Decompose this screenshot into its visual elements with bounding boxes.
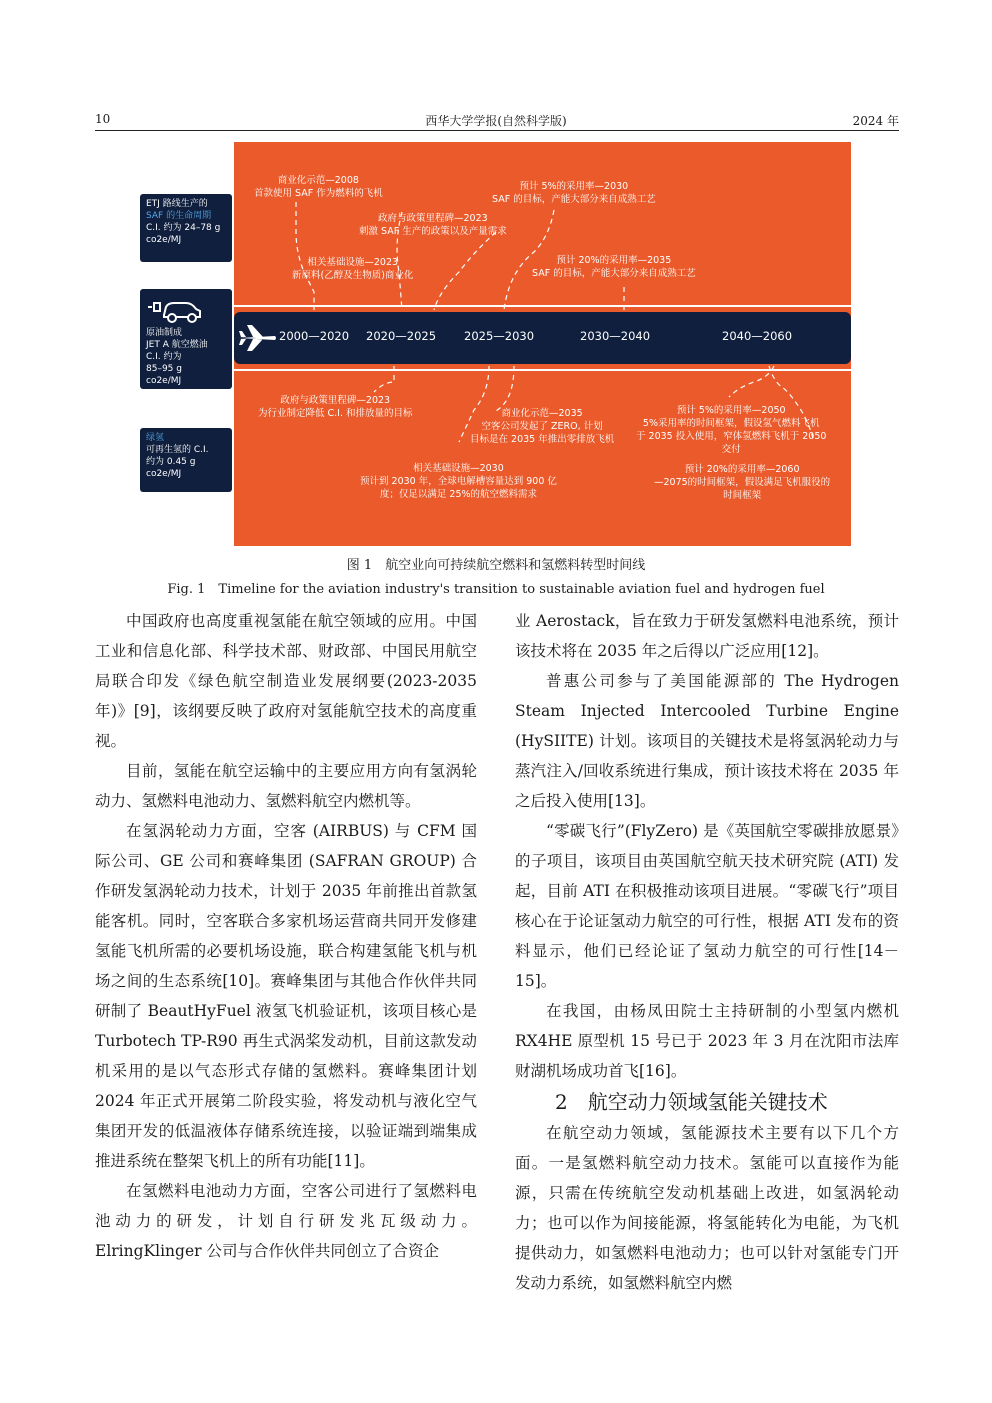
paragraph: 目前，氢能在航空运输中的主要应用方向有氢涡轮动力、氢燃料电池动力、氢燃料航空内燃机等。 (95, 762, 477, 810)
paragraph: 在氢涡轮动力方面，空客 (AIRBUS) 与 CFM 国际公司、GE 公司和赛峰集团 (SAFRAN GROUP) 合作研发氢涡轮动力技术，计划于 2035 年前推出首款氢能客机。同时，空客联合多家机场运营商共同开发修建氢能飞机所需的必要机场设施，联合构建氢能飞机与机场之间的生态系统[10]。赛峰集团与其他合作伙伴共同研制了 BeautHyFuel 液氢飞机验证机，该项目核心是 Turbotech TP-R90 再生式涡桨发动机，目前这款发动机采用的是以气态形式存储的氢燃料。赛峰集团计划 2024 年正式开展第二阶段实验，将发动机与液化空气集团开发的低温液体存储系统连接，以验证端到端集成推进系统在整架飞机上的所有功能[11]。 (95, 822, 477, 1170)
header-year: 2024 年 (852, 114, 899, 128)
etj-info-box: ETJ 路线生产的 SAF 的生命周期 C.I. 约为 24–78 g co2e/MJ (140, 194, 232, 262)
top-note-5: 预计 20%的采用率—2035 SAF 的目标，产能大部分来自成熟工艺 (532, 255, 696, 279)
band-bottom-line (234, 369, 851, 371)
crude-info-box: 原油制成 JET A 航空燃油 C.I. 约为 85–95 g co2e/MJ (140, 289, 232, 389)
period-2000-2020: 2000—2020 (279, 329, 350, 343)
period-2040-2060: 2040—2060 (722, 329, 793, 343)
page-number: 10 (95, 112, 111, 126)
car-icon (146, 295, 204, 325)
right-column (515, 606, 899, 1298)
bottom-note-4: 预计 5%的采用率—2050 5%采用率的时间框架，假设氢气燃料飞机 于 2035 投入使用，窄体氢燃料飞机于 2050 交付 (636, 405, 827, 455)
paragraph: 在航空动力领域，氢能源技术主要有以下几个方面。一是氢燃料航空动力技术。氢能可以直接作为能源，只需在传统航空发动机基础上改进，如氢涡轮动力；也可以作为间接能源，将氢能转化为电能，为飞机提供动力，如氢燃料电池动力；也可以针对氢能专门开发动力系统，如氢燃料航空内燃 (515, 1124, 899, 1292)
bottom-note-1: 政府与政策里程碑—2023 为行业制定降低 C.I. 和排放量的目标 (258, 395, 413, 419)
journal-title: 西华大学学报(自然科学版) (425, 114, 567, 128)
green-info-box: 绿氢 可再生氢的 C.I. 约为 0.45 g co2e/MJ (140, 428, 232, 492)
figure-caption-en: Fig. 1 Timeline for the aviation industry's transition to sustainable aviation fuel and hydrogen fuel (167, 582, 825, 597)
top-note-1: 商业化示范—2008 首款使用 SAF 作为燃料的飞机 (254, 175, 383, 199)
top-note-3: 相关基础设施—2023 新原料(乙醇及生物质)商业化 (292, 257, 414, 281)
period-2025-2030: 2025—2030 (464, 329, 535, 343)
section-heading: 2 航空动力领域氢能关键技术 (555, 1090, 828, 1114)
period-2030-2040: 2030—2040 (580, 329, 651, 343)
figure-caption-cn: 图 1 航空业向可持续航空燃料和氢燃料转型时间线 (346, 558, 646, 573)
header-rule (95, 130, 899, 131)
paragraph: 普惠公司参与了美国能源部的 The Hydrogen Steam Injected Intercooled Turbine Engine (HySIITE) 计划。该项目的关键技术是将氢涡轮动力与蒸汽注入/回收系统进行集成，预计该技术将在 2035 年之后投入使用[13]。 (515, 672, 899, 810)
left-column (95, 606, 477, 1266)
paragraph: “零碳飞行”(FlyZero) 是《英国航空零碳排放愿景》的子项目，该项目由英国航空航天技术研究院 (ATI) 发起，目前 ATI 在积极推动该项目进展。“零碳飞行”项目核心在于论证氢动力航空的可行性，根据 ATI 发布的资料显示，他们已经论证了氢动力航空的可行性[14－15]。 (515, 822, 899, 990)
paragraph: 在氢燃料电池动力方面，空客公司进行了氢燃料电池动力的研发，计划自行研发兆瓦级动力。ElringKlinger 公司与合作伙伴共同创立了合资企 (95, 1182, 477, 1260)
bottom-note-3: 相关基础设施—2030 预计到 2030 年，全球电解槽容量达到 900 亿 度；仅足以满足 25%的航空燃料需求 (360, 463, 557, 500)
timeline-figure (234, 142, 851, 546)
period-2020-2025: 2020—2025 (366, 329, 437, 343)
bottom-note-5: 预计 20%的采用率—2060 —2075的时间框架，假设满足飞机服役的 时间框架 (654, 464, 831, 501)
paragraph: 中国政府也高度重视氢能在航空领域的应用。中国工业和信息化部、科学技术部、财政部、中国民用航空局联合印发《绿色航空制造业发展纲要(2023-2035 年)》[9]，该纲要反映了政府对氢能航空技术的高度重视。 (95, 612, 477, 750)
paragraph: 在我国，由杨凤田院士主持研制的小型氢内燃机 RX4HE 原型机 15 号已于 2023 年 3 月在沈阳市法库财湖机场成功首飞[16]。 (515, 1002, 899, 1080)
top-note-4: 预计 5%的采用率—2030 SAF 的目标，产能大部分来自成熟工艺 (492, 181, 656, 205)
airplane-icon (237, 323, 277, 353)
top-note-2: 政府与政策里程碑—2023 刺激 SAF 生产的政策以及产量需求 (359, 213, 507, 237)
bottom-note-2: 商业化示范—2035 空客公司发起了 ZERO, 计划 目标是在 2035 年推出零排放飞机 (470, 408, 615, 445)
band-top-line (234, 305, 851, 307)
timeline-band (234, 312, 851, 364)
paragraph: 业 Aerostack，旨在致力于研发氢燃料电池系统，预计该技术将在 2035 年之后得以广泛应用[12]。 (515, 612, 899, 660)
